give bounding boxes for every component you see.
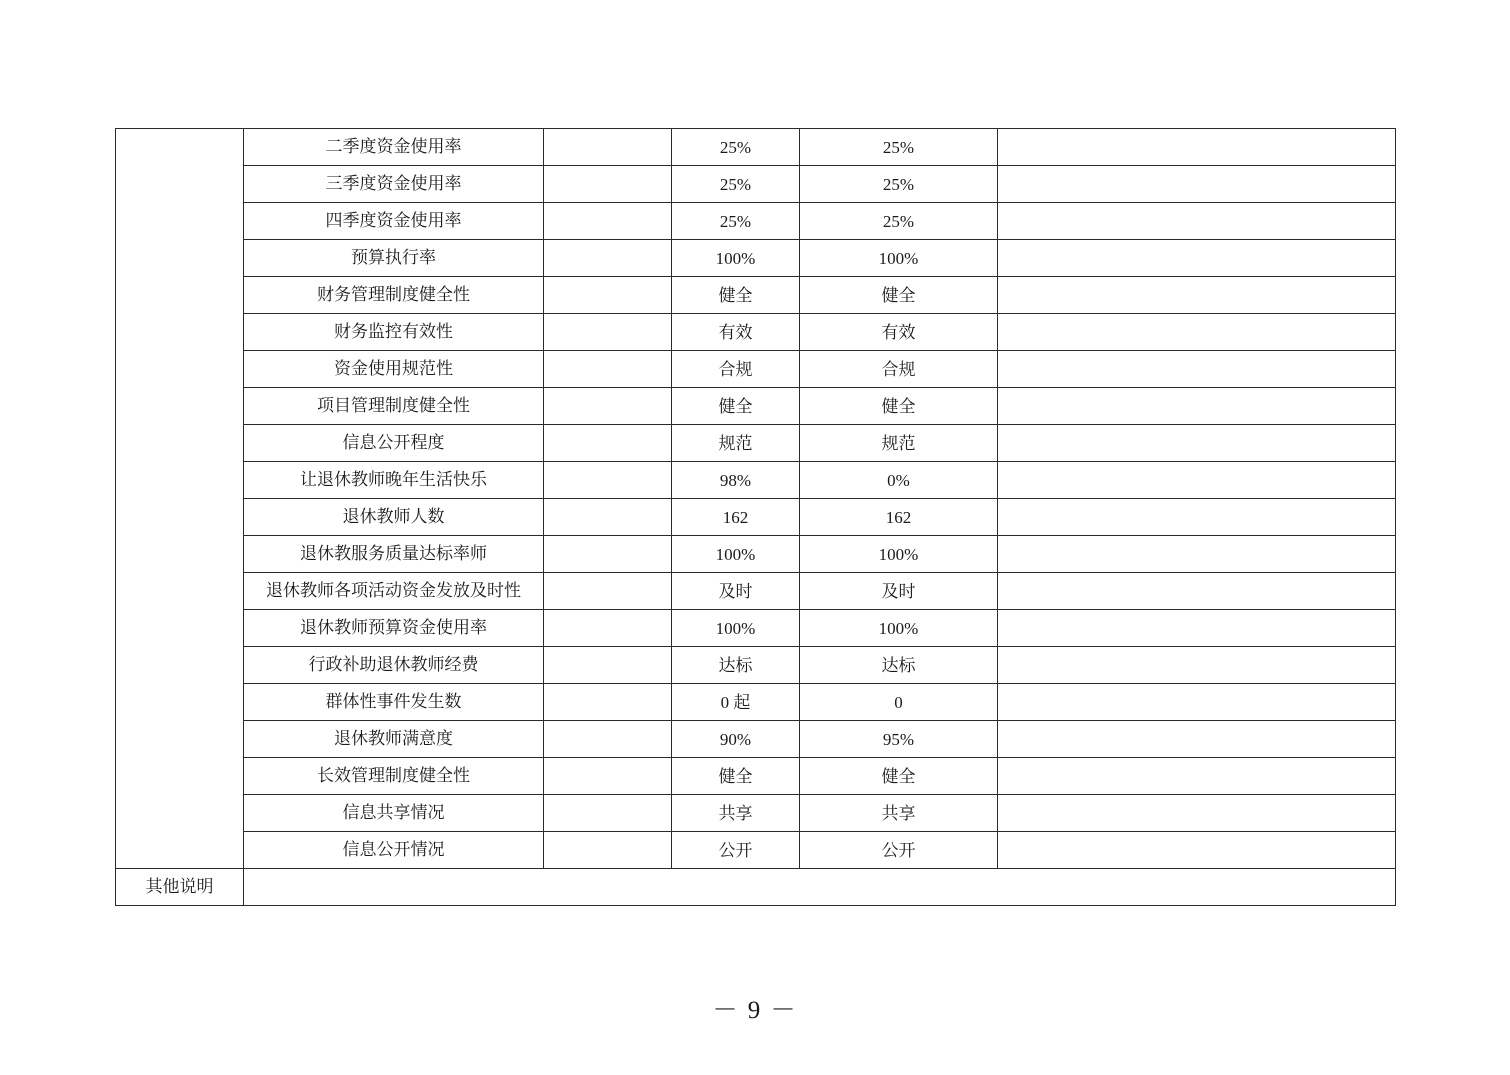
indicator-cell: 项目管理制度健全性 [244,388,544,425]
blank-cell [544,758,672,795]
target-value-cell: 25% [672,129,800,166]
indicator-cell: 信息公开情况 [244,832,544,869]
blank-cell [544,684,672,721]
table-row [116,425,1396,462]
indicator-cell: 退休教师人数 [244,499,544,536]
actual-value-cell: 25% [800,129,998,166]
indicator-cell: 退休教服务质量达标率师 [244,536,544,573]
blank-cell [544,573,672,610]
remarks-cell [998,462,1396,499]
actual-value-cell: 0% [800,462,998,499]
table-body [116,129,1396,906]
remarks-cell [998,610,1396,647]
table-row [116,684,1396,721]
indicator-cell: 退休教师各项活动资金发放及时性 [244,573,544,610]
remarks-cell [998,351,1396,388]
target-value-cell: 有效 [672,314,800,351]
blank-cell [544,721,672,758]
indicator-cell: 预算执行率 [244,240,544,277]
table-row [116,203,1396,240]
blank-cell [544,462,672,499]
actual-value-cell: 健全 [800,388,998,425]
target-value-cell: 25% [672,203,800,240]
remarks-cell [998,425,1396,462]
table-row [116,610,1396,647]
table-row [116,536,1396,573]
actual-value-cell: 162 [800,499,998,536]
target-value-cell: 达标 [672,647,800,684]
blank-cell [544,499,672,536]
actual-value-cell: 25% [800,166,998,203]
remarks-cell [998,758,1396,795]
remarks-cell [998,536,1396,573]
table-row [116,351,1396,388]
actual-value-cell: 0 [800,684,998,721]
blank-cell [544,129,672,166]
target-value-cell: 公开 [672,832,800,869]
page-number: － 9 － [712,997,798,1024]
target-value-cell: 健全 [672,758,800,795]
blank-cell [544,240,672,277]
table-row [116,314,1396,351]
table-row [116,647,1396,684]
target-value-cell: 及时 [672,573,800,610]
target-value-cell: 100% [672,240,800,277]
target-value-cell: 健全 [672,277,800,314]
indicator-cell: 行政补助退休教师经费 [244,647,544,684]
target-value-cell: 规范 [672,425,800,462]
table-row [116,240,1396,277]
table-row [116,499,1396,536]
other-notes-value [244,869,1396,906]
actual-value-cell: 健全 [800,277,998,314]
other-notes-label: 其他说明 [116,869,244,906]
remarks-cell [998,129,1396,166]
actual-value-cell: 及时 [800,573,998,610]
table-row [116,166,1396,203]
indicator-cell: 资金使用规范性 [244,351,544,388]
target-value-cell: 0 起 [672,684,800,721]
remarks-cell [998,832,1396,869]
blank-cell [544,166,672,203]
indicator-cell: 长效管理制度健全性 [244,758,544,795]
remarks-cell [998,795,1396,832]
indicator-cell: 退休教师满意度 [244,721,544,758]
remarks-cell [998,240,1396,277]
table-row [116,277,1396,314]
target-value-cell: 合规 [672,351,800,388]
blank-cell [544,351,672,388]
actual-value-cell: 100% [800,610,998,647]
performance-table [115,128,1396,906]
indicator-cell: 财务管理制度健全性 [244,277,544,314]
target-value-cell: 90% [672,721,800,758]
remarks-cell [998,314,1396,351]
blank-cell [544,388,672,425]
actual-value-cell: 100% [800,536,998,573]
actual-value-cell: 25% [800,203,998,240]
table-row [116,795,1396,832]
table-row [116,462,1396,499]
blank-cell [544,795,672,832]
actual-value-cell: 达标 [800,647,998,684]
blank-cell [544,277,672,314]
actual-value-cell: 健全 [800,758,998,795]
table-row [116,832,1396,869]
remarks-cell [998,647,1396,684]
target-value-cell: 25% [672,166,800,203]
indicator-cell: 信息共享情况 [244,795,544,832]
blank-cell [544,832,672,869]
blank-cell [544,425,672,462]
actual-value-cell: 100% [800,240,998,277]
target-value-cell: 100% [672,536,800,573]
indicator-cell: 群体性事件发生数 [244,684,544,721]
indicator-cell: 让退休教师晚年生活快乐 [244,462,544,499]
blank-cell [544,203,672,240]
actual-value-cell: 公开 [800,832,998,869]
remarks-cell [998,277,1396,314]
table-row [116,573,1396,610]
remarks-cell [998,388,1396,425]
remarks-cell [998,684,1396,721]
remarks-cell [998,203,1396,240]
other-notes-row [116,869,1396,906]
table-row [116,388,1396,425]
blank-cell [544,314,672,351]
indicator-cell: 信息公开程度 [244,425,544,462]
table-row [116,129,1396,166]
blank-cell [544,610,672,647]
remarks-cell [998,721,1396,758]
target-value-cell: 162 [672,499,800,536]
actual-value-cell: 共享 [800,795,998,832]
remarks-cell [998,573,1396,610]
category-cell [116,129,244,869]
blank-cell [544,647,672,684]
target-value-cell: 100% [672,610,800,647]
blank-cell [544,536,672,573]
actual-value-cell: 有效 [800,314,998,351]
indicator-cell: 退休教师预算资金使用率 [244,610,544,647]
indicator-cell: 三季度资金使用率 [244,166,544,203]
actual-value-cell: 规范 [800,425,998,462]
indicator-cell: 四季度资金使用率 [244,203,544,240]
remarks-cell [998,499,1396,536]
remarks-cell [998,166,1396,203]
target-value-cell: 共享 [672,795,800,832]
actual-value-cell: 合规 [800,351,998,388]
table-row [116,721,1396,758]
table-row [116,758,1396,795]
indicator-cell: 二季度资金使用率 [244,129,544,166]
actual-value-cell: 95% [800,721,998,758]
target-value-cell: 98% [672,462,800,499]
indicator-cell: 财务监控有效性 [244,314,544,351]
target-value-cell: 健全 [672,388,800,425]
